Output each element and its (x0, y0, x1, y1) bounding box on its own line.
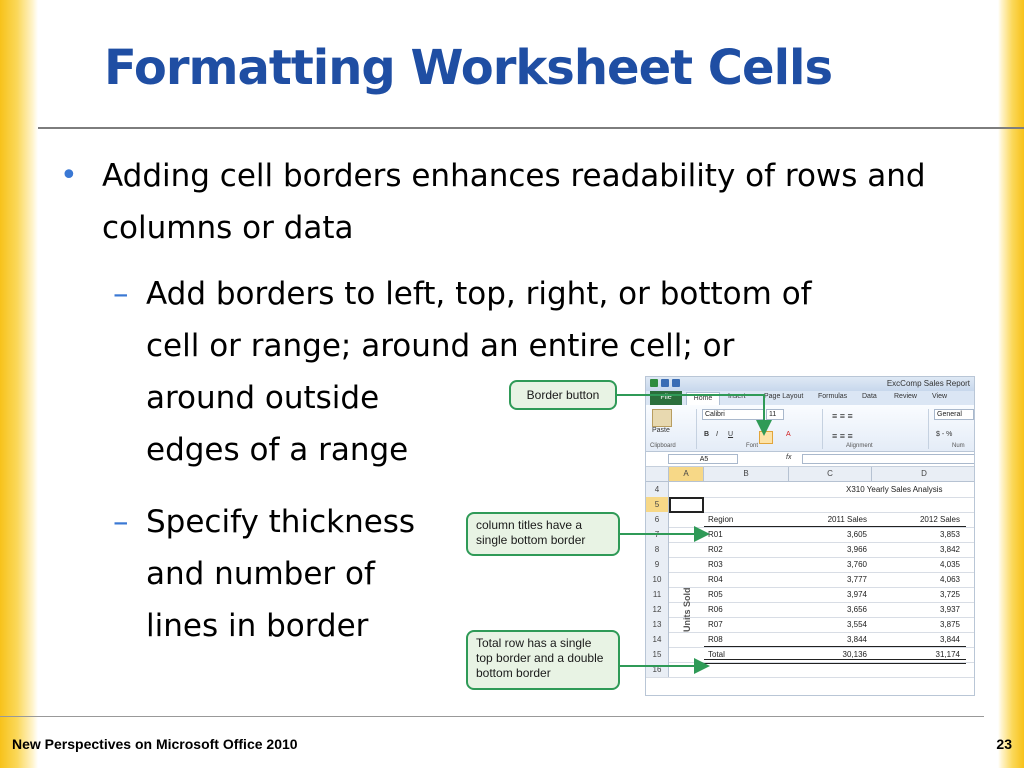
column-header-b[interactable]: B (704, 467, 789, 482)
units-sold-label: Units Sold (682, 587, 692, 632)
group-font: Font (746, 443, 759, 449)
right-accent-bar (998, 0, 1024, 768)
selected-cell[interactable] (669, 497, 704, 513)
excel-logo-icon (650, 379, 658, 387)
cell-2012-sales[interactable]: 3,844 (939, 635, 960, 644)
page-number: 23 (996, 736, 1012, 752)
excel-title-bar (646, 377, 974, 391)
bold-icon[interactable]: B (704, 431, 710, 438)
table-row (646, 662, 975, 678)
cell-2012-sales[interactable]: 2012 Sales (919, 515, 960, 524)
row-header[interactable]: 9 (646, 557, 669, 572)
cell-2011-sales[interactable]: 3,974 (846, 590, 867, 599)
sub-bullet-line: cell or range; around an entire cell; or (146, 328, 735, 364)
cell-region[interactable]: R03 (708, 560, 723, 569)
cell-region[interactable]: Total (708, 650, 725, 659)
corner-header[interactable] (646, 467, 669, 482)
cell-2012-sales[interactable]: 4,035 (939, 560, 960, 569)
cell-region[interactable]: R08 (708, 635, 723, 644)
row-header[interactable]: 16 (646, 662, 669, 677)
sub-bullet-line: and number of (146, 556, 375, 592)
row-header[interactable]: 6 (646, 512, 669, 527)
underline-icon[interactable]: U (728, 431, 734, 438)
footer-divider (0, 716, 984, 717)
cell-2012-sales[interactable]: 3,875 (939, 620, 960, 629)
paste-label[interactable]: Paste (652, 427, 670, 434)
row-header[interactable]: 11 (646, 587, 669, 602)
cell-region[interactable]: R06 (708, 605, 723, 614)
tab-insert[interactable]: Insert (728, 393, 746, 400)
font-size-box[interactable]: 11 (766, 409, 784, 420)
paste-icon[interactable] (652, 409, 672, 427)
table-row (646, 617, 975, 633)
row-header[interactable]: 4 (646, 482, 669, 497)
callout-total-row: Total row has a single top border and a double bottom border (466, 630, 620, 690)
cell-2011-sales[interactable]: 3,605 (846, 530, 867, 539)
tab-home[interactable]: Home (686, 392, 720, 406)
cell-2012-sales[interactable] (872, 662, 960, 677)
main-bullet-text: Adding cell borders enhances readability of rows and columns or data (102, 158, 926, 246)
callout-border-button: Border button (509, 380, 617, 410)
cell-region[interactable]: R07 (708, 620, 723, 629)
ribbon (646, 405, 974, 452)
column-header-c[interactable]: C (789, 467, 872, 482)
title-divider (38, 127, 1024, 129)
sub-bullet-text (146, 496, 415, 652)
sheet-title: X310 Yearly Sales Analysis (846, 485, 943, 494)
row-header[interactable]: 14 (646, 632, 669, 647)
cell-2011-sales[interactable]: 30,136 (842, 650, 867, 659)
tab-page-layout[interactable]: Page Layout (764, 393, 804, 400)
sub-bullet-line: Add borders to left, top, right, or bottom of (146, 276, 812, 312)
cell-2011-sales[interactable]: 2011 Sales (827, 515, 867, 524)
tab-review[interactable]: Review (894, 393, 917, 400)
cell-region[interactable]: R01 (708, 530, 723, 539)
cell-region[interactable]: R05 (708, 590, 723, 599)
font-color-icon[interactable]: A (786, 431, 791, 438)
tab-formulas[interactable]: Formulas (818, 393, 848, 400)
formula-input[interactable] (802, 454, 975, 464)
number-format-box[interactable]: General (934, 409, 974, 420)
name-box[interactable]: A5 (668, 454, 738, 464)
column-header-d[interactable]: D (872, 467, 975, 482)
row-header[interactable]: 7 (646, 527, 669, 542)
row-header[interactable]: 10 (646, 572, 669, 587)
sub-bullet-line: edges of a range (146, 432, 409, 468)
excel-screenshot (645, 376, 975, 696)
font-name-box[interactable]: Calibri (702, 409, 764, 420)
group-alignment: Alignment (846, 443, 873, 449)
ribbon-separator (928, 409, 929, 449)
tab-data[interactable]: Data (862, 393, 877, 400)
callout-column-titles: column titles have a single bottom border (466, 512, 620, 556)
cell-2011-sales[interactable]: 3,760 (846, 560, 867, 569)
total-top-border (704, 646, 966, 647)
cell-2011-sales[interactable]: 3,844 (846, 635, 867, 644)
cell-2012-sales[interactable]: 4,063 (939, 575, 960, 584)
cell-2012-sales[interactable]: 3,725 (939, 590, 960, 599)
row-header[interactable]: 13 (646, 617, 669, 632)
cell-2011-sales[interactable]: 3,777 (846, 575, 867, 584)
slide-title: Formatting Worksheet Cells (104, 40, 833, 96)
window-title: ExcComp Sales Report (886, 379, 970, 388)
table-row (646, 527, 975, 543)
ribbon-separator (696, 409, 697, 449)
cell-2011-sales[interactable]: 3,966 (846, 545, 867, 554)
currency-icon[interactable]: $ - % (936, 431, 953, 438)
cell-2011-sales[interactable] (789, 662, 867, 677)
cell-2011-sales[interactable]: 3,554 (846, 620, 867, 629)
cell-2011-sales[interactable]: 3,656 (846, 605, 867, 614)
fx-icon[interactable]: fx (786, 454, 792, 461)
cell-2012-sales[interactable] (872, 497, 960, 512)
cell-2012-sales[interactable]: 3,853 (939, 530, 960, 539)
undo-icon[interactable] (672, 379, 680, 387)
align-top-icon[interactable]: ≡ ≡ ≡ (832, 411, 853, 421)
cell-2011-sales[interactable] (789, 497, 867, 512)
cell-2012-sales[interactable]: 3,937 (939, 605, 960, 614)
row-header[interactable]: 12 (646, 602, 669, 617)
formula-bar (646, 452, 974, 467)
sub-bullet-line: lines in border (146, 608, 369, 644)
sub-bullet-marker: – (113, 504, 129, 540)
italic-icon[interactable]: I (716, 431, 718, 438)
sub-bullet-marker: – (113, 276, 129, 312)
row-header[interactable]: 8 (646, 542, 669, 557)
row-header[interactable]: 15 (646, 647, 669, 662)
quick-access-toolbar (650, 379, 710, 389)
sub-bullet-line: around outside (146, 380, 380, 416)
ribbon-tabs (646, 391, 974, 405)
cell-region[interactable]: R04 (708, 575, 723, 584)
header-bottom-border (704, 526, 966, 527)
tab-view[interactable]: View (932, 393, 948, 400)
table-row (646, 572, 975, 588)
cell-region[interactable]: R02 (708, 545, 723, 554)
table-row (646, 602, 975, 618)
ribbon-separator (822, 409, 823, 449)
cell-2012-sales[interactable]: 31,174 (935, 650, 960, 659)
footer-text: New Perspectives on Microsoft Office 2010 (12, 736, 298, 752)
cell-region[interactable]: Region (708, 515, 734, 524)
save-icon[interactable] (661, 379, 669, 387)
group-number: Num (952, 443, 965, 449)
group-clipboard: Clipboard (650, 443, 676, 449)
table-row (646, 557, 975, 573)
cell-2012-sales[interactable]: 3,842 (939, 545, 960, 554)
border-button[interactable] (759, 431, 773, 444)
bullet-marker: • (60, 158, 78, 193)
table-row (646, 542, 975, 558)
align-left-icon[interactable]: ≡ ≡ ≡ (832, 431, 853, 441)
tab-file[interactable]: File (650, 391, 682, 405)
left-accent-bar (0, 0, 38, 768)
total-double-bottom-border (704, 659, 966, 664)
sub-bullet-line: Specify thickness (146, 504, 416, 540)
table-row (646, 587, 975, 603)
column-header-a[interactable]: A (669, 467, 704, 482)
row-header[interactable]: 5 (646, 497, 669, 512)
